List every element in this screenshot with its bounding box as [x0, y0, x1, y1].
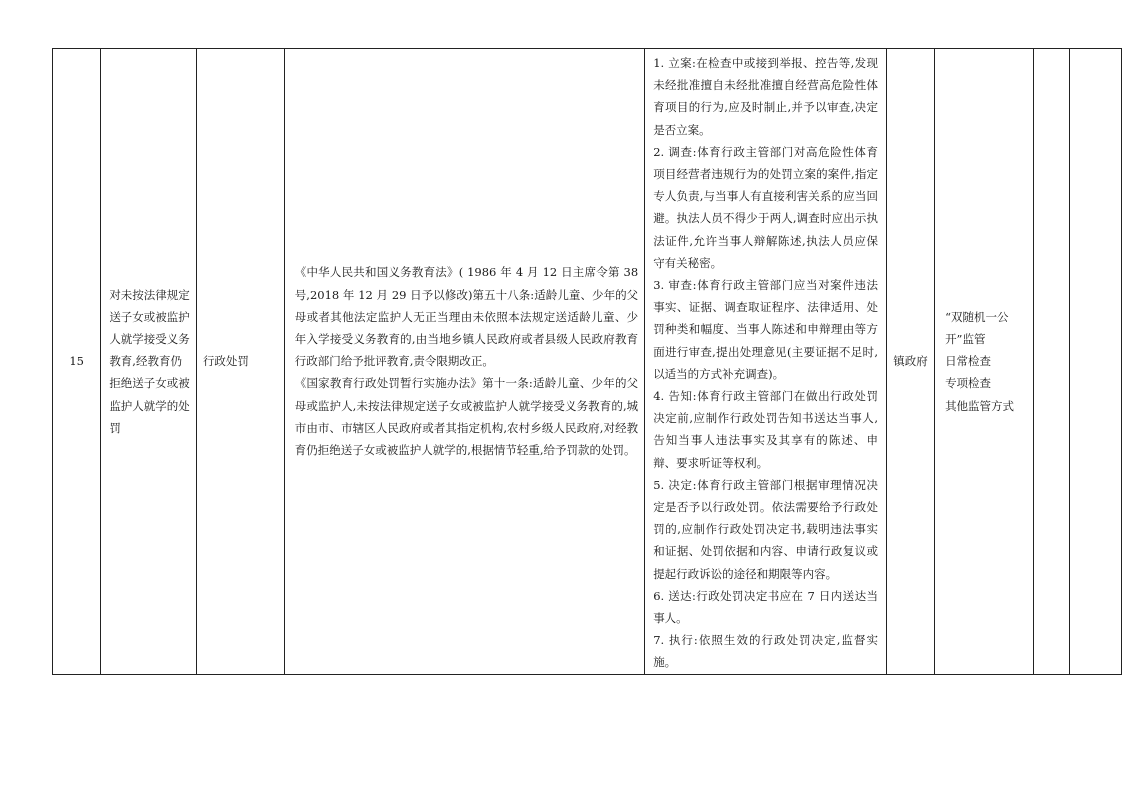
supervision-method: “双随机一公开”监管 — [945, 309, 1009, 347]
legal-basis-cell — [284, 49, 644, 675]
responsible-body-cell — [886, 49, 934, 675]
supervision-list — [945, 306, 1023, 417]
procedure-step: 4. 告知:体育行政主管部门在做出行政处罚决定前,应制作行政处罚告知书送达当事人,告知当事人违法事实及其享有的陈述、申辩、要求听证等权利。 — [653, 389, 878, 470]
supervision-method: 专项检查 — [945, 376, 992, 391]
responsible-body: 镇政府 — [893, 354, 928, 369]
blank-cell-2 — [1070, 49, 1122, 675]
procedure-step: 2. 调查:体育行政主管部门对高危险性体育项目经营者违规行为的处罚立案的案件,指定专人负责,与当事人有直接利害关系的应当回避。执法人员不得少于两人,调查时应出示执法证件,允许当事人辩解陈述,执法人员应保守有关秘密。 — [653, 144, 878, 270]
row-number-cell — [53, 49, 101, 675]
procedure-step: 6. 送达:行政处罚决定书应在 7 日内送达当事人。 — [653, 588, 878, 626]
power-type-cell — [196, 49, 284, 675]
power-list-table — [52, 48, 1122, 675]
procedure-step: 3. 审查:体育行政主管部门应当对案件违法事实、证据、调查取证程序、法律适用、处罚种类和幅度、当事人陈述和申辩理由等方面进行审查,提出处理意见(主要证据不足时,以适当的方式补充调查)。 — [653, 278, 878, 381]
procedure-cell — [645, 49, 887, 675]
item-name-cell — [101, 49, 197, 675]
legal-basis-paragraph: 《国家教育行政处罚暂行实施办法》第十一条:适龄儿童、少年的父母或监护人,未按法律规定送子女或被监护人就学接受义务教育的,城市由市、市辖区人民政府或者其指定机构,农村乡级人民政府,对经教育仍拒绝送子女或被监护人就学的,根据情节轻重,给予罚款的处罚。 — [294, 376, 639, 458]
procedure-step: 5. 决定:体育行政主管部门根据审理情况决定是否予以行政处罚。依法需要给予行政处罚的,应制作行政处罚决定书,载明违法事实和证据、处罚依据和内容、申请行政复议或提起行政诉讼的途径和期限等内容。 — [653, 477, 878, 581]
blank-cell-1 — [1034, 49, 1070, 675]
procedure-step: 1. 立案:在检查中或接到举报、控告等,发现未经批准擅自未经批准擅自经营高危险性体育项目的行为,应及时制止,并予以审查,决定是否立案。 — [653, 56, 878, 137]
supervision-cell — [935, 49, 1034, 675]
row-number: 15 — [69, 354, 84, 369]
item-name: 对未按法律规定送子女或被监护人就学接受义务教育,经教育仍拒绝送子女或被监护人就学的处罚 — [109, 287, 190, 435]
legal-basis-paragraph: 《中华人民共和国义务教育法》( 1986 年 4 月 12 日主席令第 38 号,2018 年 12 月 29 日予以修改)第五十八条:适龄儿童、少年的父母或者其他法定监护人无正当理由未依照本法规定送适龄儿童、少年入学接受义务教育的,由当地乡镇人民政府或者县级人民政府教育行政部门给予批评教育,责令限期改正。 — [294, 265, 639, 369]
supervision-method: 其他监管方式 — [945, 398, 1015, 413]
supervision-method: 日常检查 — [945, 354, 992, 369]
table-row — [53, 49, 1122, 675]
procedure-step: 7. 执行:依照生效的行政处罚决定,监督实施。 — [653, 633, 878, 670]
power-type: 行政处罚 — [202, 354, 249, 369]
